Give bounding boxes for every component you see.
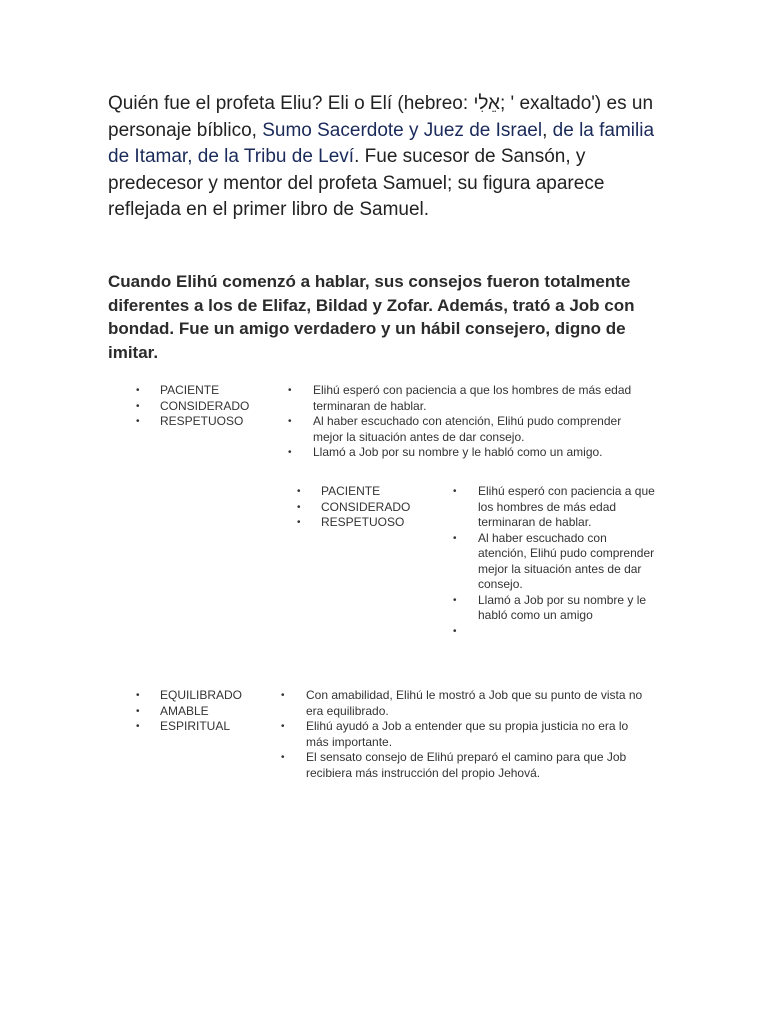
qualities-list-1: [160, 383, 280, 430]
quality-item: • RESPETUOSO: [160, 414, 280, 430]
intro-text-3: . Fue sucesor de Sansón, y predecesor y mentor del profeta Samuel; su figura aparece reflejada en el primer libro de Samuel.: [108, 146, 605, 220]
details-list-2: [478, 484, 658, 640]
sumo-sacerdote-link[interactable]: Sumo Sacerdote y Juez de Israel: [262, 119, 543, 141]
detail-item: • Llamó a Job por su nombre y le habló como un amigo.: [313, 445, 653, 461]
quality-item: • EQUILIBRADO: [160, 688, 280, 704]
detail-item: • El sensato consejo de Elihú preparó el camino para que Job recibiera más instrucción del propio Jehová.: [306, 750, 646, 781]
quality-item: • CONSIDERADO: [160, 399, 280, 415]
detail-item-empty: [478, 624, 658, 640]
detail-item: • Con amabilidad, Elihú le mostró a Job que su punto de vista no era equilibrado.: [306, 688, 646, 719]
detail-item: • Elihú esperó con paciencia a que los hombres de más edad terminaran de hablar.: [478, 484, 658, 531]
quality-item: • PACIENTE: [321, 484, 441, 500]
quality-item: • AMABLE: [160, 704, 280, 720]
intro-text-2: ,: [542, 119, 553, 141]
quality-item: • PACIENTE: [160, 383, 280, 399]
quality-item: • CONSIDERADO: [321, 500, 441, 516]
quality-item: • ESPIRITUAL: [160, 719, 280, 735]
detail-item: • Llamó a Job por su nombre y le habló como un amigo: [478, 593, 658, 624]
qualities-list-3: [160, 688, 280, 735]
detail-item: • Al haber escuchado con atención, Elihú pudo comprender mejor la situación antes de dar consejo.: [478, 531, 658, 593]
detail-item: • Elihú esperó con paciencia a que los hombres de más edad terminaran de hablar.: [313, 383, 653, 414]
detail-item: • Al haber escuchado con atención, Elihú pudo comprender mejor la situación antes de dar consejo.: [313, 414, 653, 445]
intro-paragraph: [108, 91, 668, 224]
qualities-list-2: [321, 484, 441, 531]
details-list-1: [313, 383, 653, 461]
elihu-paragraph: Cuando Elihú comenzó a hablar, sus consejos fueron totalmente diferentes a los de Elifaz, Bildad y Zofar. Además, trató a Job con bondad. Fue un amigo verdadero y un hábil consejero, digno de imitar.: [108, 272, 635, 362]
details-list-3: [306, 688, 646, 781]
quality-item: • RESPETUOSO: [321, 515, 441, 531]
intro-text-1: Quién fue el profeta Eliu? Eli o Elí (hebreo: אֵלִי; ' exaltado') es un personaje bíblico,: [108, 93, 654, 141]
familia-itamar-link[interactable]: de la familia de Itamar, de la Tribu de Leví: [108, 119, 655, 167]
detail-item: • Elihú ayudó a Job a entender que su propia justicia no era lo más importante.: [306, 719, 646, 750]
